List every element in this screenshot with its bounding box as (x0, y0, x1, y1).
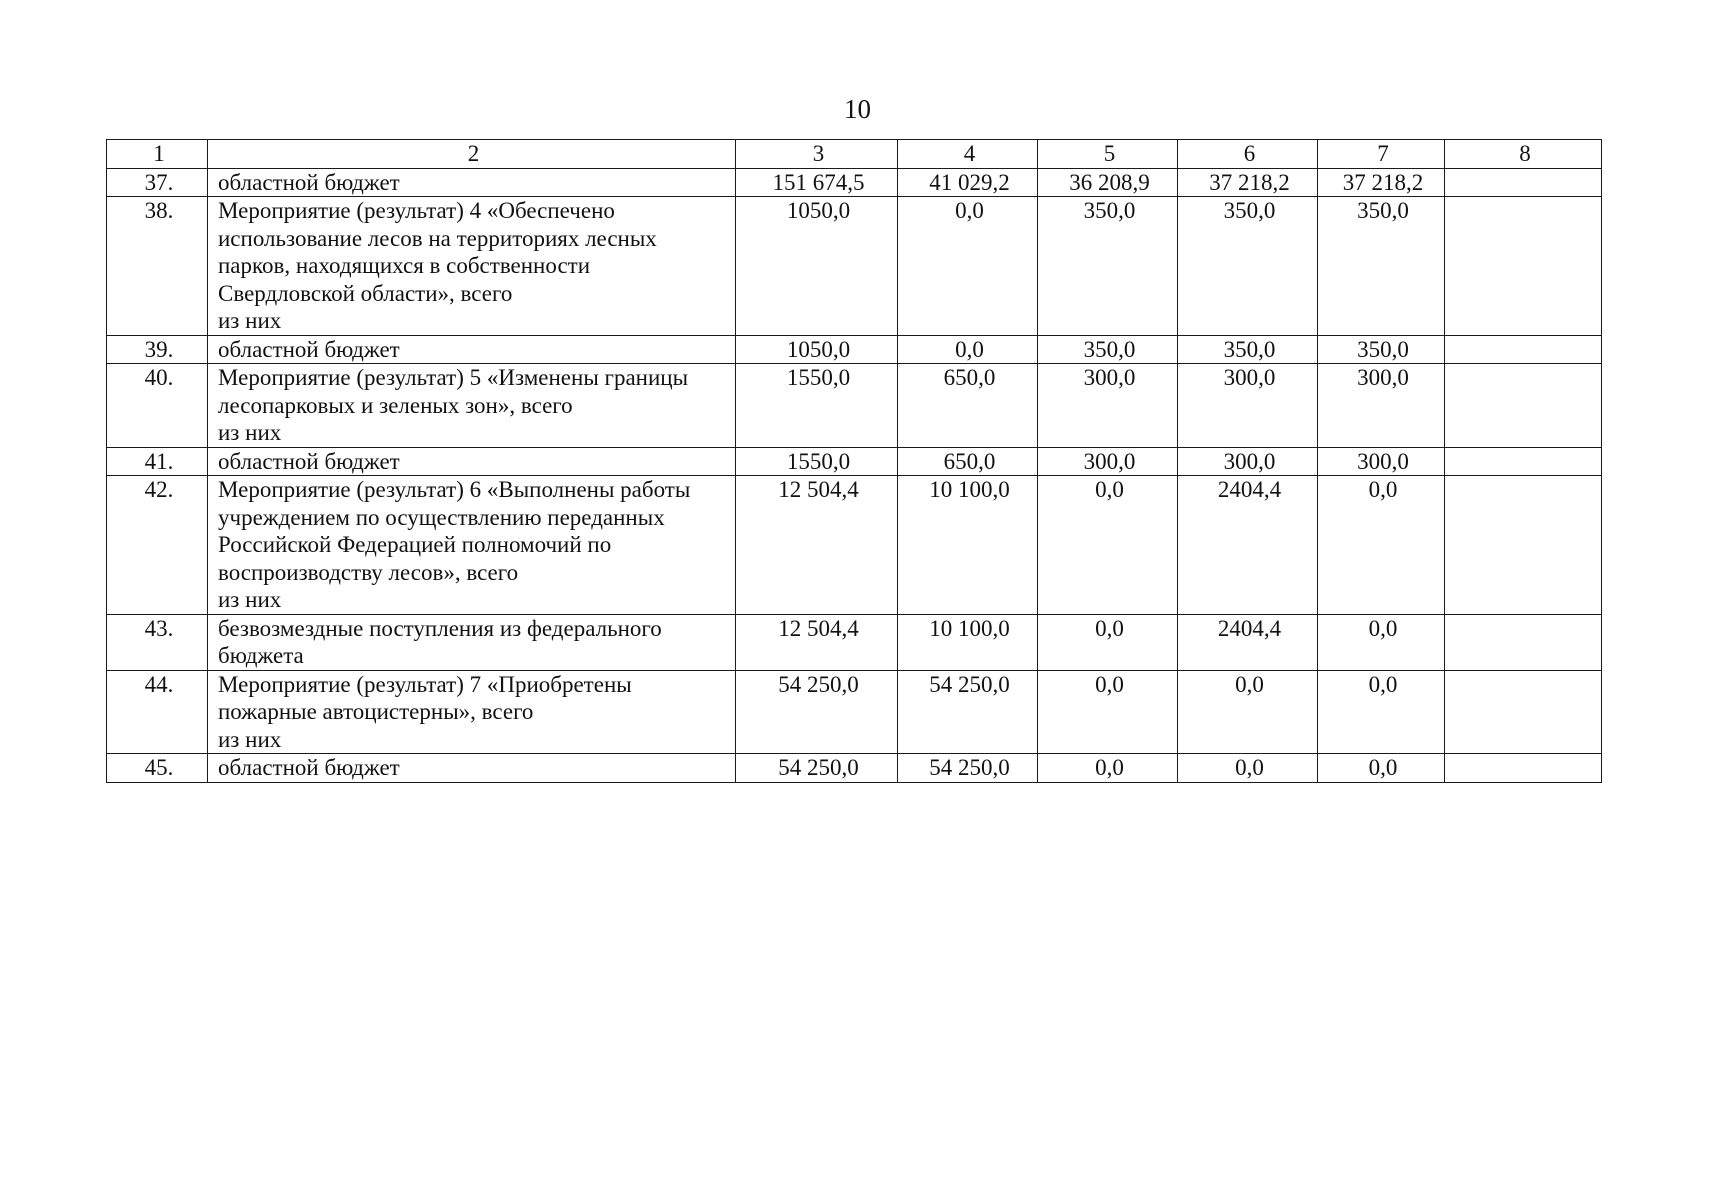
header-cell: 1 (107, 140, 208, 169)
value-col-8 (1445, 754, 1602, 783)
header-cell: 7 (1318, 140, 1445, 169)
table-body (107, 140, 1602, 783)
row-description: областной бюджет (208, 168, 736, 197)
value-col-7: 300,0 (1318, 364, 1445, 448)
value-col-5: 300,0 (1038, 364, 1178, 448)
value-col-7: 0,0 (1318, 670, 1445, 754)
value-col-6: 2404,4 (1178, 614, 1318, 670)
table-row (107, 670, 1602, 754)
value-col-3: 1550,0 (736, 364, 898, 448)
value-col-8 (1445, 476, 1602, 615)
value-col-5: 0,0 (1038, 754, 1178, 783)
value-col-6: 300,0 (1178, 447, 1318, 476)
table-row (107, 476, 1602, 615)
value-col-4: 41 029,2 (898, 168, 1038, 197)
page-number: 10 (844, 94, 871, 124)
value-col-5: 350,0 (1038, 197, 1178, 336)
value-col-5: 0,0 (1038, 614, 1178, 670)
value-col-7: 0,0 (1318, 754, 1445, 783)
value-col-4: 650,0 (898, 364, 1038, 448)
row-number: 45. (107, 754, 208, 783)
value-col-7: 350,0 (1318, 335, 1445, 364)
row-description: Мероприятие (результат) 5 «Изменены границы лесопарковых и зеленых зон», всего из них (208, 364, 736, 448)
value-col-4: 0,0 (898, 335, 1038, 364)
row-number: 39. (107, 335, 208, 364)
value-col-3: 54 250,0 (736, 754, 898, 783)
table-row (107, 447, 1602, 476)
value-col-3: 1050,0 (736, 335, 898, 364)
table-row (107, 335, 1602, 364)
row-description: областной бюджет (208, 335, 736, 364)
row-number: 43. (107, 614, 208, 670)
row-description: областной бюджет (208, 447, 736, 476)
table-row (107, 364, 1602, 448)
row-number: 44. (107, 670, 208, 754)
value-col-8 (1445, 168, 1602, 197)
header-cell: 8 (1445, 140, 1602, 169)
value-col-7: 0,0 (1318, 614, 1445, 670)
value-col-6: 0,0 (1178, 670, 1318, 754)
row-description: Мероприятие (результат) 6 «Выполнены работы учреждением по осуществлению переданных Российской Федерацией полномочий по воспроизводству лесов», всего из них (208, 476, 736, 615)
row-description: Мероприятие (результат) 7 «Приобретены пожарные автоцистерны», всего из них (208, 670, 736, 754)
value-col-3: 12 504,4 (736, 476, 898, 615)
header-cell: 3 (736, 140, 898, 169)
value-col-6: 0,0 (1178, 754, 1318, 783)
table-row (107, 754, 1602, 783)
value-col-8 (1445, 197, 1602, 336)
value-col-7: 300,0 (1318, 447, 1445, 476)
value-col-7: 0,0 (1318, 476, 1445, 615)
header-cell: 2 (208, 140, 736, 169)
row-number: 42. (107, 476, 208, 615)
row-number: 38. (107, 197, 208, 336)
table-header-row (107, 140, 1602, 169)
value-col-8 (1445, 614, 1602, 670)
value-col-4: 650,0 (898, 447, 1038, 476)
value-col-8 (1445, 364, 1602, 448)
value-col-3: 1050,0 (736, 197, 898, 336)
value-col-8 (1445, 335, 1602, 364)
value-col-6: 350,0 (1178, 335, 1318, 364)
value-col-6: 350,0 (1178, 197, 1318, 336)
value-col-5: 0,0 (1038, 476, 1178, 615)
value-col-8 (1445, 670, 1602, 754)
value-col-4: 54 250,0 (898, 754, 1038, 783)
value-col-6: 37 218,2 (1178, 168, 1318, 197)
value-col-3: 54 250,0 (736, 670, 898, 754)
value-col-7: 350,0 (1318, 197, 1445, 336)
header-cell: 5 (1038, 140, 1178, 169)
table-row (107, 197, 1602, 336)
budget-table (106, 139, 1602, 783)
value-col-5: 350,0 (1038, 335, 1178, 364)
value-col-6: 300,0 (1178, 364, 1318, 448)
value-col-4: 10 100,0 (898, 476, 1038, 615)
value-col-4: 54 250,0 (898, 670, 1038, 754)
value-col-6: 2404,4 (1178, 476, 1318, 615)
row-description: Мероприятие (результат) 4 «Обеспечено использование лесов на территориях лесных парков, находящихся в собственности Свердловской области», всего из них (208, 197, 736, 336)
value-col-3: 151 674,5 (736, 168, 898, 197)
value-col-5: 36 208,9 (1038, 168, 1178, 197)
header-cell: 4 (898, 140, 1038, 169)
value-col-7: 37 218,2 (1318, 168, 1445, 197)
table-row (107, 614, 1602, 670)
row-description: областной бюджет (208, 754, 736, 783)
value-col-3: 12 504,4 (736, 614, 898, 670)
value-col-4: 10 100,0 (898, 614, 1038, 670)
value-col-8 (1445, 447, 1602, 476)
row-number: 41. (107, 447, 208, 476)
row-description: безвозмездные поступления из федерального бюджета (208, 614, 736, 670)
value-col-3: 1550,0 (736, 447, 898, 476)
value-col-5: 0,0 (1038, 670, 1178, 754)
header-cell: 6 (1178, 140, 1318, 169)
row-number: 40. (107, 364, 208, 448)
row-number: 37. (107, 168, 208, 197)
value-col-4: 0,0 (898, 197, 1038, 336)
table-row (107, 168, 1602, 197)
value-col-5: 300,0 (1038, 447, 1178, 476)
